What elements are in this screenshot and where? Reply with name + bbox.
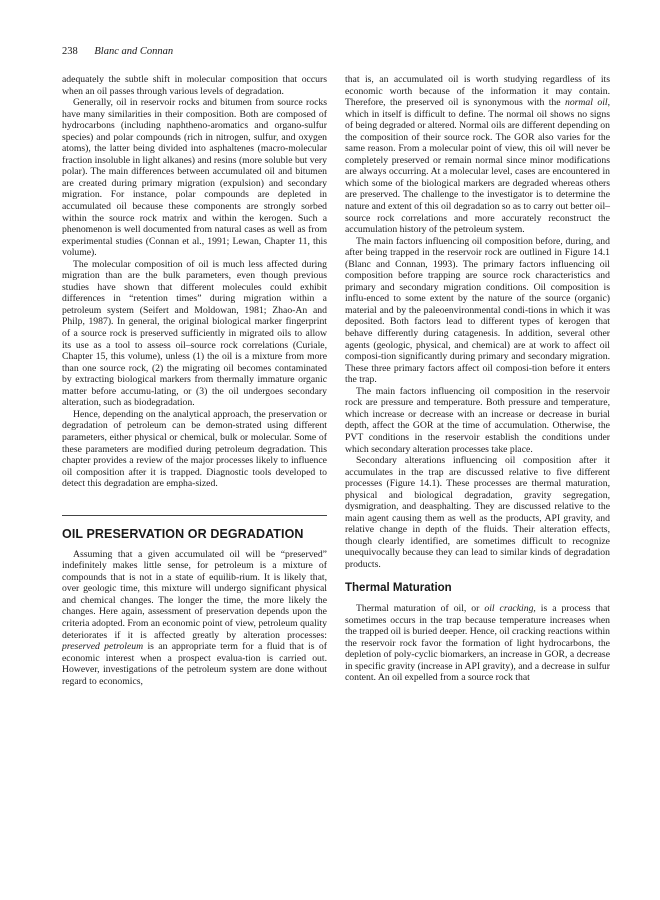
right-column bbox=[345, 74, 610, 684]
body-paragraph: The main factors influencing oil composition before, during, and after being trapped in the reservoir rock are outlined in Figure 14.1 (Blanc and Connan, 1993). The primary factors influencing oil composition before trapping are source rock characteristics and primary and secondary migration conditions. Oil composition is influ-enced to some extent by the nature of the source (organic) material and by the paleoenvironmental condi-tions in which it was deposited. Both factors lead to different types of kerogen that behave differently during catagenesis. In addition, several other agents (geologic, physical, and chemical) are at work to affect oil composi-tion significantly during primary and secondary migration. These three primary factors affect oil composi-tion before it enters the trap. bbox=[345, 235, 610, 386]
body-paragraph: Secondary alterations influencing oil composition after it accumulates in the trap are discussed relative to five different processes (Figure 14.1). These processes are thermal maturation, physical and biological degradation, gravity segregation, dysmigration, and deasphalting. They are discussed relative to the main agent causing them as well as the products, API gravity, and relative change in depth of the fluids. Their alteration effects, though clearly identified, are sometimes difficult to recognize unequivocally because they can lead to similar kinds of degradation products. bbox=[345, 455, 610, 570]
text-run: , is a process that sometimes occurs in the trap because temperature increases when the trapped oil is buried deeper. Hence, oil cracking reactions within the reservoir rock favor the formation of light hydrocarbons, the depletion of poly-cyclic biomarkers, an increase in GOR, a decrease in specific gravity (increase in API gravity), and a decrease in sulfur content. An oil expelled from a source rock that bbox=[345, 603, 610, 684]
section-heading: OIL PRESERVATION OR DEGRADATION bbox=[62, 526, 304, 541]
left-column bbox=[62, 74, 327, 687]
text-run: that is, an accumulated oil is worth studying regardless of its economic worth because of the information it may contain. Therefore, the preserved oil is synonymous with the bbox=[345, 74, 610, 109]
body-paragraph bbox=[62, 549, 327, 688]
text-run: is an appropriate term for a fluid that is of economic interest when a prospect evalua-tion is carried out. However, investigations of the petroleum system are done without regard to economics, bbox=[62, 641, 327, 687]
body-paragraph bbox=[345, 74, 610, 236]
running-head-authors: Blanc and Connan bbox=[94, 46, 174, 57]
body-paragraph: Generally, oil in reservoir rocks and bitumen from source rocks have many similarities in their composition. Both are composed of hydrocarbons (including naphtheno-aromatics and organo-sulfur species) and polar compounds (rich in nitrogen, sulfur, and oxygen atoms), the latter being divided into asphaltenes (macro-molecular fraction insoluble in light alkanes) and resins (more soluble but very polar). The main differences between accumulated oil and bitumen are created during primary migration (expulsion) and secondary migration. For instance, polar compounds are depleted in accumulated oil because these components are strongly sorbed within the source rock matrix and within the kerogen. Such a phenomenon is well documented from natural cases as well as from experimental studies (Connan et al., 1991; Lewan, Chapter 11, this volume). bbox=[62, 97, 327, 259]
running-header bbox=[62, 46, 173, 57]
text-run: Thermal maturation of oil, or bbox=[356, 603, 485, 615]
spacer bbox=[62, 490, 327, 504]
italic-term: normal oil bbox=[564, 97, 608, 109]
body-paragraph: The molecular composition of oil is much less affected during migration than are the bulk parameters, even though previous studies have shown that different molecules could exhibit differences in “retention times” during migration within a petroleum system (Seifert and Moldowan, 1981; Zhao-An and Philp, 1987). In general, the original biological marker fingerprint of a source rock is preserved sufficiently in migrated oils to allow its use as a tool to assess oil–source rock correlations (Curiale, Chapter 15, this volume), unless (1) the oil is a mixture from more than one source rock, (2) the migrating oil becomes contaminated by extracting biological markers from thermally immature organic matter before accumu-lating, or (3) the oil undergoes secondary alteration, such as biodegradation. bbox=[62, 258, 327, 409]
body-paragraph: The main factors influencing oil composition in the reservoir rock are pressure and temperature. Both pressure and temperature, which increase or decrease with an increase or decrease in burial depth, affect the GOR at the time of accumulation. Otherwise, the PVT conditions in the reservoir establish the conditions under which secondary alteration processes take place. bbox=[345, 385, 610, 455]
text-run: , which in itself is difficult to define. The normal oil shows no signs of being degraded or altered. Normal oils are different depending on the composition of their source rock. The GOR also varies for the same reason. From a molecular point of view, this oil will never be completely preserved or remain normal since minor modifications are always occurring. At a molecular level, cases are encountered in which some of the biological markers are degraded whereas others are preserved. The challenge to the investigator is to determine the nature and extent of this oil degradation so as to carry out better oil–source rock correlations and more accurately reconstruct the accumulation history of the petroleum system. bbox=[345, 97, 610, 236]
subsection-heading: Thermal Maturation bbox=[345, 581, 452, 594]
body-paragraph: adequately the subtle shift in molecular composition that occurs when an oil passes through various levels of degradation. bbox=[62, 74, 327, 97]
italic-term: preserved petroleum bbox=[62, 641, 144, 653]
body-paragraph bbox=[345, 603, 610, 684]
body-paragraph: Hence, depending on the analytical approach, the preservation or degradation of petroleum can be demon-strated using different parameters, either physical or chemical, bulk or molecular. Some of these parameters are modified during petroleum degradation. This chapter provides a review of the major processes likely to influence oil composition after it is trapped. Diagnostic tools developed to detect this degradation are empha-sized. bbox=[62, 408, 327, 490]
text-run: Assuming that a given accumulated oil will be “preserved” indefinitely makes little sense, for petroleum is a mixture of compounds that is not in a state of equilib-rium. It is likely that, over geologic time, this mixture will undergo significant physical and chemical changes. The longer the time, the more likely the changes. Here again, assessment of preservation depends upon the criteria adopted. From an economic point of view, petroleum quality deteriorates if it is affected greatly by alteration processes: bbox=[62, 548, 327, 641]
page-number: 238 bbox=[62, 46, 78, 57]
italic-term: oil cracking bbox=[484, 603, 534, 615]
section-rule bbox=[62, 515, 327, 516]
